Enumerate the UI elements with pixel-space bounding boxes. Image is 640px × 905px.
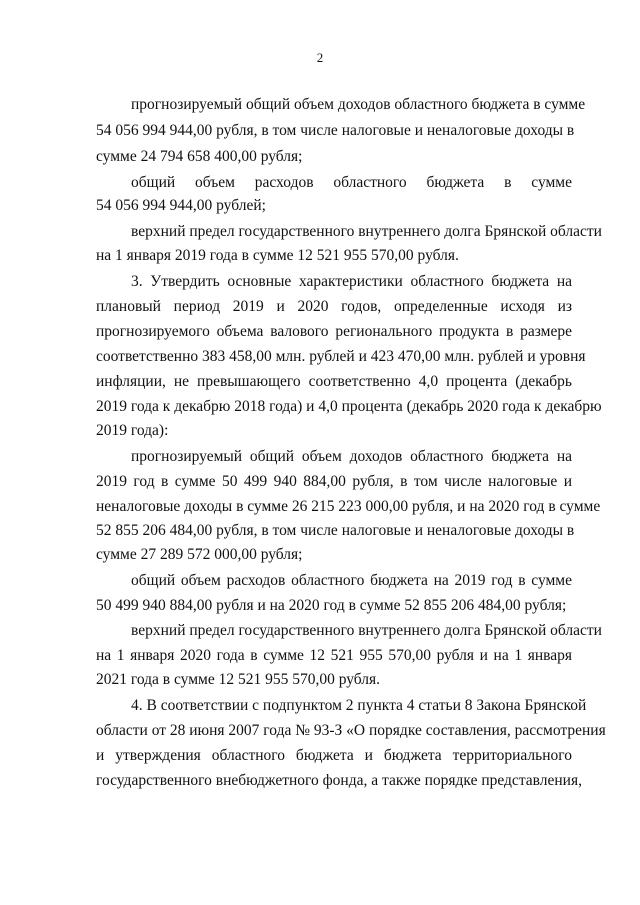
text-line: верхний предел государственного внутреннего долга Брянской области <box>131 622 602 639</box>
text-line: на 1 января 2020 года в сумме 12 521 955 570,00 рубля и на 1 января <box>96 647 572 664</box>
text-line: 54 056 994 944,00 рубля, в том числе налоговые и неналоговые доходы в <box>96 122 575 139</box>
text-line: области от 28 июня 2007 года № 93-З «О порядке составления, рассмотрения <box>96 722 606 739</box>
text-line: общий объем расходов областного бюджета на 2019 год в сумме <box>131 572 572 589</box>
page-number: 2 <box>316 50 324 65</box>
text-line: государственного внебюджетного фонда, а также порядке представления, <box>96 772 582 789</box>
text-line: прогнозируемый общий объем доходов областного бюджета в сумме <box>131 96 586 113</box>
text-line: плановый период 2019 и 2020 годов, определенные исходя из <box>96 298 572 315</box>
text-line: 2021 года в сумме 12 521 955 570,00 рубля. <box>96 671 381 688</box>
text-line: 3. Утвердить основные характеристики областного бюджета на <box>131 273 572 290</box>
text-line: соответственно 383 458,00 млн. рублей и 423 470,00 млн. рублей и уровня <box>96 348 586 365</box>
text-line: 52 855 206 484,00 рубля, в том числе налоговые и неналоговые доходы в <box>96 522 575 539</box>
text-line: прогнозируемого объема валового регионального продукта в размере <box>96 323 572 340</box>
text-line: сумме 27 289 572 000,00 рубля; <box>96 546 303 563</box>
text-line: 50 499 940 884,00 рубля и на 2020 год в сумме 52 855 206 484,00 рубля; <box>96 597 567 614</box>
text-line: верхний предел государственного внутреннего долга Брянской области <box>131 223 602 240</box>
text-line: общий объем расходов областного бюджета в сумме <box>131 174 572 191</box>
text-line: 2019 год в сумме 50 499 940 884,00 рубля, в том числе налоговые и <box>96 473 572 490</box>
text-line: 2019 года): <box>96 422 169 439</box>
text-line: прогнозируемый общий объем доходов областного бюджета на <box>131 448 572 465</box>
text-line: сумме 24 794 658 400,00 рубля; <box>96 148 303 165</box>
text-line: инфляции, не превышающего соответственно 4,0 процента (декабрь <box>96 373 572 390</box>
text-line: 4. В соответствии с подпунктом 2 пункта 4 статьи 8 Закона Брянской <box>131 697 587 714</box>
text-line: 54 056 994 944,00 рублей; <box>96 197 266 214</box>
text-line: и утверждения областного бюджета и бюджета территориального <box>96 747 572 764</box>
text-line: 2019 года к декабрю 2018 года) и 4,0 процента (декабрь 2020 года к декабрю <box>96 398 602 415</box>
text-line: на 1 января 2019 года в сумме 12 521 955 570,00 рубля. <box>96 247 459 264</box>
text-line: неналоговые доходы в сумме 26 215 223 000,00 рубля, и на 2020 год в сумме <box>96 498 601 515</box>
